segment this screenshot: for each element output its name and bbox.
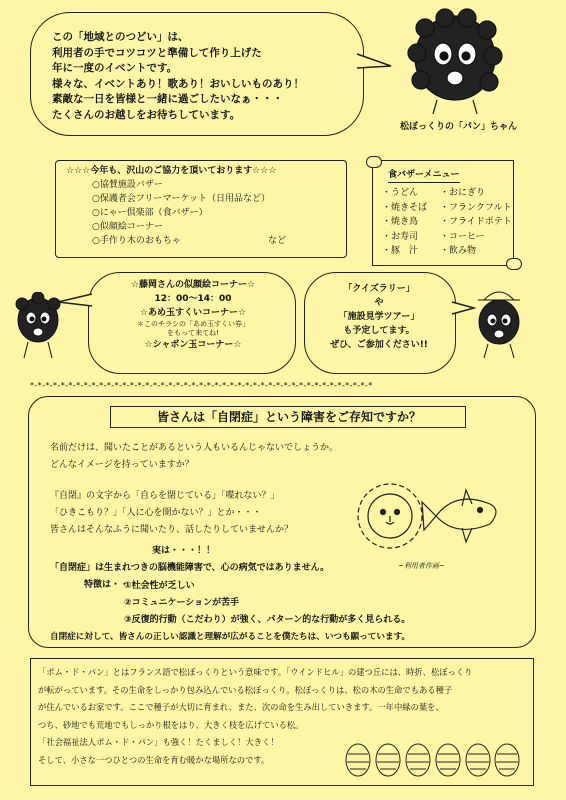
food-item: ・焼き鳥 — [382, 217, 419, 227]
features-list — [124, 578, 410, 629]
food-item: ・フライドポテト — [440, 217, 512, 227]
portrait-time: 12：00～14：00 — [154, 294, 232, 304]
food-menu-title: 食バザーメニュー — [388, 168, 460, 183]
features-label: 特徴は・・・ — [84, 580, 139, 590]
quiz-content — [308, 282, 450, 352]
quiz-tour: 「施設見学ツアー」 — [338, 312, 420, 322]
cooperation-title: ☆☆☆今年も、沢山のご協力を頂いております☆☆☆ — [66, 166, 277, 176]
autism-truth: 実は・・・！！ — [152, 546, 216, 556]
mascot-caption: 松ぼっくりの「パン」ちゃん — [400, 122, 518, 132]
candy-note: ＊このチラシの「あめ玉すくい券」 — [137, 320, 249, 328]
intro-line: たくさんのお越しをお待ちしています。 — [52, 108, 241, 121]
bubble-corner: ☆シャボン玉コーナー☆ — [144, 340, 242, 350]
food-item: ・お寿司 — [382, 231, 419, 242]
pinecones-row-icon — [342, 738, 524, 780]
food-item: ・焼きそば — [382, 202, 428, 213]
food-item: ・おにぎり — [440, 188, 486, 198]
intro-line: この「地域とのつどい」は、 — [52, 31, 189, 43]
star-divider: *-*-*-*-*-*-*-*-*-*-*-*-*-*-*-*-*-*-*-*-*-*-*-*-*-*-*-*-*-*-*-*-*-*-*-*-*-*-*-*-*-*-*-*-* — [30, 381, 373, 390]
autism-p2 — [50, 488, 293, 539]
food-menu-col1 — [382, 186, 427, 259]
autism-p1 — [50, 440, 338, 474]
bubble-tail — [355, 46, 395, 76]
feature-item: ②コミュニケーションが苦手 — [124, 598, 240, 608]
cooperation-item: ○協賛施設バザー — [92, 180, 163, 190]
candy-note: をもって来てね! — [167, 329, 219, 337]
cooperation-item: ○保護者会フリーマーケット（日用品など） — [92, 194, 271, 204]
footer-line: つち、砂地でも荒地でもしっかり根をはり、大きく枝を広げている松。 — [38, 719, 304, 730]
footer-line: が住んでいるお家です。ここで種子が大切に育まれ、また、次の命を生み出していきます。一年中緑の葉を、 — [38, 702, 444, 712]
food-item: ・コーヒー — [440, 231, 485, 242]
drawing-caption: ~利用者作画~ — [398, 562, 445, 570]
footer-line: そして、小さな一つひとつの生命を育む暖かな場所なのです。 — [38, 754, 270, 765]
scroll-curl — [366, 156, 382, 168]
corners-content — [98, 278, 288, 352]
cooperation-item: ○手作り木のおもちゃ — [92, 236, 181, 246]
food-item: ・うどん — [382, 188, 419, 198]
pinecone-mascot-small-icon — [8, 292, 70, 364]
quiz-invite: ぜひ、ご参加ください!! — [330, 340, 428, 350]
intro-text — [52, 30, 304, 123]
scroll-curl — [506, 258, 522, 270]
quiz-rally: 「クイズラリー」 — [343, 284, 415, 294]
user-drawing-lion-fish-icon — [352, 476, 522, 560]
intro-line: 利用者の手でコツコツと準備して作り上げた — [52, 46, 262, 59]
portrait-corner: ☆藤岡さんの似顔絵コーナー☆ — [130, 280, 256, 290]
autism-title: 皆さんは「自閉症」という障害をご存知ですか？ — [156, 410, 421, 424]
candy-corner: ☆あめ玉すくいコーナー☆ — [139, 308, 247, 318]
feature-item: ③反復的行動（こだわり）が強く、パターン的な行動が多く見られる。 — [124, 615, 411, 625]
footer-line: が転がっています。その生命をしっかり包み込んでいる松ぼっくり。松ぼっくりは、松の木の生命でもある種子 — [38, 684, 453, 695]
footer-line: 「ポム・ド・パン」とはフランス語で松ぼっくりという意味です。「ウインドヒル」の建つ丘には、時折、松ぼっくり — [38, 667, 473, 677]
autism-closing: 自閉症に対して、皆さんの正しい認識と理解が広がることを僕たちは、いつも願っています。 — [50, 632, 411, 642]
food-item: ・飲み物 — [440, 246, 477, 256]
autism-statement: 「自閉症」は生まれつきの脳機能障害で、心の病気ではありません。 — [50, 563, 330, 573]
food-item: ・フランクフルト — [440, 202, 512, 213]
quiz-and: や — [374, 298, 384, 308]
autism-text: どんなイメージを持っていますか？ — [50, 460, 194, 470]
autism-text: 「ひきこもり？」「人に心を開かない？」とか・・・ — [50, 508, 262, 518]
pinecone-mascot-icon — [395, 8, 515, 120]
autism-text: 皆さんはそんなふうに聞いたり、話したりしていませんか？ — [50, 525, 294, 535]
cooperation-item: ○にゃー倶楽部（食バザー） — [92, 208, 208, 218]
autism-text: 『自閉』の文字から「自らを閉じている」「喋れない？」 — [50, 491, 280, 501]
cooperation-etc: など — [268, 236, 287, 246]
cooperation-content — [66, 164, 276, 248]
autism-text: 名前だけは、聞いたことがあるという人もいるんじゃないでしょうか。 — [50, 443, 339, 453]
intro-line: 年に一度のイベントです。 — [52, 62, 178, 74]
cooperation-item: ○似顔絵コーナー — [92, 222, 163, 232]
quiz-planned: も予定してます。 — [343, 326, 415, 336]
pinecone-mascot-hat-icon — [470, 282, 528, 362]
feature-item: ①社会性が乏しい — [124, 581, 195, 591]
food-menu-col2 — [440, 186, 512, 259]
food-item: ・豚 汁 — [382, 246, 419, 256]
footer-line: 「社会福祉法人ポム・ド・パン」も強く！たくましく！大きく！ — [38, 737, 279, 747]
intro-line: 素敵な一日を皆様と一緒に過ごしたいなぁ・・・ — [52, 93, 283, 105]
intro-line: 様々な、イベントあり！歌あり！おいしいものあり！ — [52, 77, 304, 90]
